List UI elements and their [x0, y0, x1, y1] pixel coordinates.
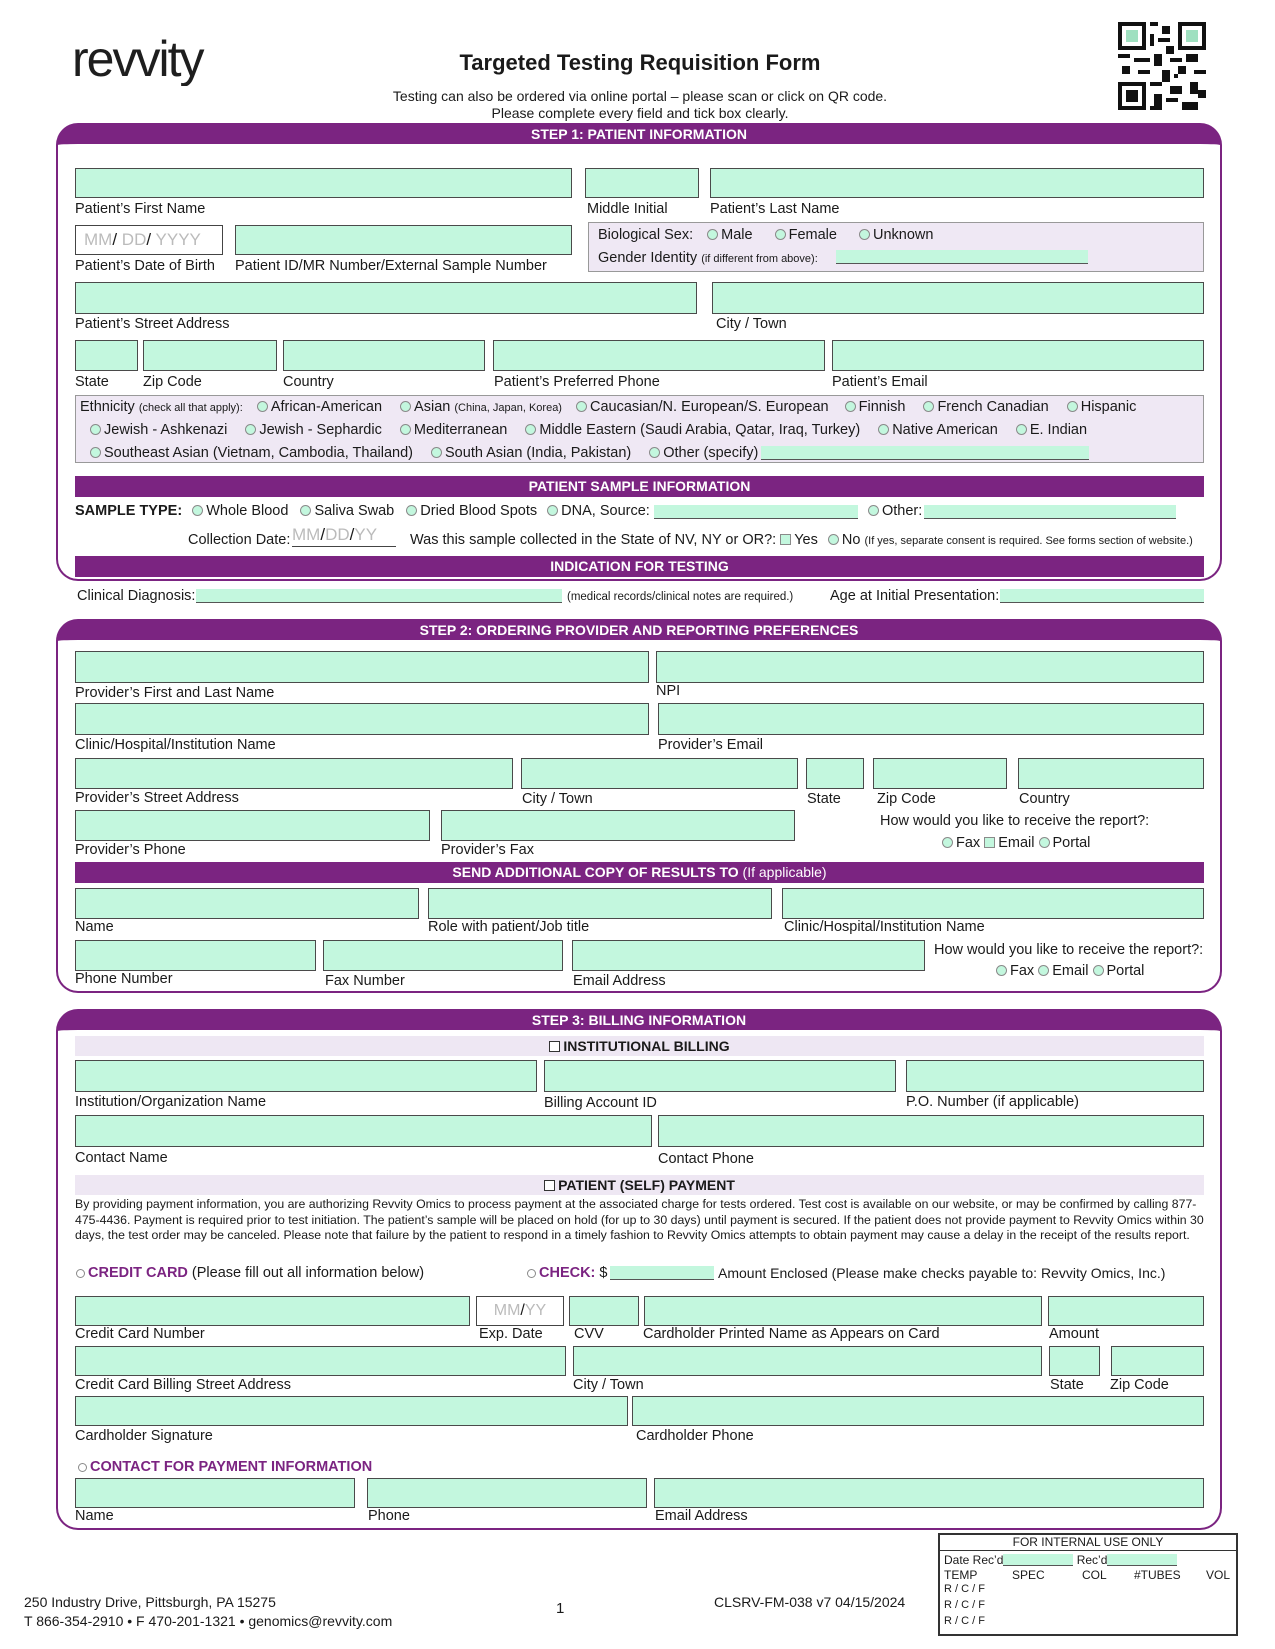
internal-rcf-2: R / C / F: [944, 1599, 985, 1611]
copy-report-fax[interactable]: Fax: [996, 963, 1034, 979]
sample-other-field[interactable]: [924, 505, 1176, 519]
po-number-label: P.O. Number (if applicable): [906, 1094, 1080, 1110]
provider-country-label: Country: [1019, 791, 1070, 807]
bio-sex-label: [598, 227, 933, 243]
state-no[interactable]: No: [828, 532, 861, 548]
step1-title: STEP 1: PATIENT INFORMATION: [531, 126, 747, 142]
diagnosis-note: (medical records/clinical notes are required.): [567, 591, 794, 603]
copy-name-label: Name: [75, 919, 114, 935]
sample-dried-blood-spots[interactable]: Dried Blood Spots: [406, 503, 537, 519]
patient-email-label: Patient’s Email: [832, 374, 928, 390]
patient-last-name-field[interactable]: [710, 168, 1204, 198]
copy-fax-label: Fax Number: [325, 973, 405, 989]
patient-first-name-field[interactable]: [75, 168, 572, 198]
age-presentation-label: Age at Initial Presentation:: [830, 588, 1000, 604]
copy-clinic-label: Clinic/Hospital/Institution Name: [784, 919, 985, 935]
billing-street-field[interactable]: [75, 1346, 566, 1376]
ethnicity-row3: [90, 445, 758, 461]
eth-other-field[interactable]: [761, 446, 1089, 460]
contact-payment-option[interactable]: CONTACT FOR PAYMENT INFORMATION: [78, 1459, 372, 1475]
step2-title: STEP 2: ORDERING PROVIDER AND REPORTING PREFERENCES: [419, 622, 859, 638]
clinical-diagnosis-field[interactable]: [196, 589, 562, 603]
cc-number-field[interactable]: [75, 1296, 470, 1326]
dob-field[interactable]: [75, 225, 223, 255]
provider-city-field[interactable]: [521, 758, 798, 789]
copy-phone-field[interactable]: [75, 940, 316, 971]
provider-report-question: How would you like to receive the report?:: [880, 813, 1150, 829]
copy-clinic-field[interactable]: [782, 888, 1204, 919]
billing-city-field[interactable]: [573, 1346, 1042, 1376]
cc-exp-field[interactable]: MM/YY: [476, 1296, 564, 1326]
cardholder-phone-field[interactable]: [632, 1396, 1204, 1426]
eth-south-asian[interactable]: South Asian (India, Pakistan): [431, 445, 631, 461]
copy-report-email[interactable]: Email: [1038, 963, 1088, 979]
eth-finnish[interactable]: Finnish: [845, 399, 906, 415]
copy-role-field[interactable]: [428, 888, 772, 919]
eth-jewish-ashkenazi[interactable]: Jewish - Ashkenazi: [90, 422, 227, 438]
contact-phone-label: Contact Phone: [658, 1151, 754, 1167]
internal-header-row: TEMP SPEC COL #TUBES VOL: [944, 1568, 1231, 1582]
collection-date-field[interactable]: MM/DD/YY: [292, 525, 396, 547]
state-yes[interactable]: Yes: [780, 532, 818, 548]
ethnicity-row2: [90, 422, 1087, 438]
bio-sex-male[interactable]: Male: [707, 227, 752, 243]
page-number: 1: [556, 1600, 565, 1617]
bio-sex-female[interactable]: Female: [775, 227, 837, 243]
cc-amount-label: Amount: [1049, 1326, 1099, 1342]
copy-fax-field[interactable]: [323, 940, 563, 971]
internal-date-row: Date Rec’d Rec’d: [944, 1553, 1177, 1567]
provider-street-label: Provider’s Street Address: [75, 790, 239, 806]
cvv-label: CVV: [574, 1326, 604, 1342]
contact-name-label: Contact Name: [75, 1150, 168, 1166]
dob-yyyy: YYYY: [155, 230, 201, 249]
provider-report-fax[interactable]: Fax: [942, 835, 980, 851]
provider-state-label: State: [807, 791, 841, 807]
copy-report-portal[interactable]: Portal: [1093, 963, 1145, 979]
npi-field[interactable]: [656, 651, 1204, 683]
qr-code[interactable]: [1118, 22, 1206, 110]
provider-fax-label: Provider’s Fax: [441, 842, 534, 858]
patient-state-label: State: [75, 374, 109, 390]
eth-middle-eastern[interactable]: Middle Eastern (Saudi Arabia, Qatar, Iraq, Turkey): [525, 422, 860, 438]
eth-caucasian[interactable]: Caucasian/N. European/S. European: [576, 399, 829, 415]
billing-state-field[interactable]: [1049, 1346, 1100, 1376]
patient-first-name-label: Patient’s First Name: [75, 201, 206, 217]
dob-sep: /: [146, 230, 152, 249]
eth-asian[interactable]: Asian (China, Japan, Korea): [400, 399, 562, 415]
provider-phone-field[interactable]: [75, 810, 430, 841]
cardholder-name-field[interactable]: [644, 1296, 1042, 1326]
credit-card-option[interactable]: CREDIT CARD (Please fill out all information below): [76, 1265, 424, 1281]
age-presentation-field[interactable]: [1000, 589, 1204, 603]
internal-rcf-3: R / C / F: [944, 1615, 985, 1627]
provider-zip-label: Zip Code: [877, 791, 936, 807]
internal-rcf-1: R / C / F: [944, 1583, 985, 1595]
dob-dd: DD: [121, 230, 147, 249]
payment-contact-name-label: Name: [75, 1508, 114, 1524]
bio-sex-text: Biological Sex:: [598, 227, 694, 243]
copy-email-field[interactable]: [572, 940, 925, 971]
revvity-logo: [72, 30, 232, 86]
cc-number-label: Credit Card Number: [75, 1326, 205, 1342]
sample-other[interactable]: Other:: [868, 503, 922, 519]
org-name-label: Institution/Organization Name: [75, 1094, 267, 1110]
clinical-diagnosis-label: Clinical Diagnosis:: [77, 588, 196, 604]
eth-other[interactable]: Other (specify): [649, 445, 758, 461]
step3-title: STEP 3: BILLING INFORMATION: [531, 1012, 747, 1028]
copy-role-label: Role with patient/Job title: [428, 919, 590, 935]
org-name-field[interactable]: [75, 1060, 537, 1092]
ethnicity-row1: Ethnicity (check all that apply): African-American Asian (China, Japan, Korea) Caucasian/N. European/S. European Finnish French Canadian Hispanic: [80, 399, 1137, 415]
provider-country-field[interactable]: [1018, 758, 1204, 789]
footer-address: 250 Industry Drive, Pittsburgh, PA 15275: [24, 1594, 276, 1610]
form-code: CLSRV-FM-038 v7 04/15/2024: [714, 1594, 906, 1610]
cc-amount-field[interactable]: [1048, 1296, 1204, 1326]
contact-phone-field[interactable]: [658, 1115, 1204, 1147]
patient-city-field[interactable]: [712, 282, 1204, 314]
contact-name-field[interactable]: [75, 1115, 652, 1147]
payment-contact-email-field[interactable]: [654, 1478, 1204, 1508]
amount-enclosed-label: Amount Enclosed (Please make checks payable to: Revvity Omics, Inc.): [718, 1265, 1166, 1281]
billing-zip-field[interactable]: [1111, 1346, 1204, 1376]
middle-initial-field[interactable]: [585, 168, 699, 198]
eth-hispanic[interactable]: Hispanic: [1067, 399, 1137, 415]
payment-disclaimer: By providing payment information, you are authorizing Revvity Omics to process payment at the associated charge for tests ordered. Test cost is available on our website, or may be confirmed by calling 877-475-4436. Payment is required prior to test initiation. The patient’s sample will be placed on hold (for up to 30 days) until payment is secured. If the patient does not provide payment to Revvity Omics within 30 days, the test order may be canceled. Please note that failure by the patient to respond in a timely fashion to Revvity Omics attempts to obtain payment may cause a delay in the receipt of the results report.: [75, 1197, 1204, 1242]
billing-city-label: City / Town: [573, 1377, 644, 1393]
billing-state-label: State: [1050, 1377, 1084, 1393]
patient-phone-label: Patient’s Preferred Phone: [494, 374, 660, 390]
cardholder-phone-label: Cardholder Phone: [636, 1428, 754, 1444]
provider-name-field[interactable]: [75, 651, 649, 683]
eth-african-american[interactable]: African-American: [257, 399, 382, 415]
gender-identity-field[interactable]: [836, 250, 1088, 264]
dob-sep: /: [112, 230, 118, 249]
patient-country-field[interactable]: [283, 340, 485, 371]
patient-id-label: Patient ID/MR Number/External Sample Number: [235, 258, 547, 274]
patient-zip-field[interactable]: [143, 340, 277, 371]
cc-exp-label: Exp. Date: [479, 1326, 543, 1342]
cvv-field[interactable]: [569, 1296, 639, 1326]
patient-email-field[interactable]: [832, 340, 1204, 371]
dob-mm: MM: [84, 230, 113, 249]
provider-fax-field[interactable]: [441, 810, 795, 841]
provider-zip-field[interactable]: [873, 758, 1007, 789]
institutional-billing-bar[interactable]: INSTITUTIONAL BILLING: [75, 1036, 1204, 1056]
copy-name-field[interactable]: [75, 888, 419, 919]
provider-name-label: Provider’s First and Last Name: [75, 685, 275, 701]
po-number-field[interactable]: [906, 1060, 1204, 1092]
collection-date-label: Collection Date:: [188, 532, 291, 548]
indication-bar: INDICATION FOR TESTING: [75, 556, 1204, 577]
patient-id-field[interactable]: [235, 225, 572, 255]
payment-contact-email-label: Email Address: [655, 1508, 748, 1524]
cardholder-signature-label: Cardholder Signature: [75, 1428, 213, 1444]
provider-phone-label: Provider’s Phone: [75, 842, 186, 858]
check-amount-field[interactable]: [610, 1266, 714, 1280]
bio-sex-unknown[interactable]: Unknown: [859, 227, 933, 243]
dna-source-field[interactable]: [654, 505, 858, 519]
provider-report-email[interactable]: Email: [984, 835, 1034, 851]
copy-phone-label: Phone Number: [75, 971, 173, 987]
patient-phone-field[interactable]: [493, 340, 825, 371]
billing-street-label: Credit Card Billing Street Address: [75, 1377, 291, 1393]
patient-last-name-label: Patient’s Last Name: [710, 201, 840, 217]
form-title: Targeted Testing Requisition Form: [459, 50, 821, 75]
eth-e-indian[interactable]: E. Indian: [1016, 422, 1087, 438]
patient-city-label: City / Town: [716, 316, 787, 332]
gender-identity-label: Gender Identity (if different from above):: [598, 250, 818, 266]
check-option[interactable]: CHECK: $: [527, 1265, 608, 1281]
eth-jewish-sephardic[interactable]: Jewish - Sephardic: [245, 422, 382, 438]
middle-initial-label: Middle Initial: [587, 201, 668, 217]
provider-email-field[interactable]: [658, 703, 1204, 735]
cardholder-name-label: Cardholder Printed Name as Appears on Card: [643, 1326, 940, 1342]
eth-native-american[interactable]: Native American: [878, 422, 998, 438]
eth-french-canadian[interactable]: French Canadian: [923, 399, 1048, 415]
provider-clinic-label: Clinic/Hospital/Institution Name: [75, 737, 276, 753]
patient-zip-label: Zip Code: [143, 374, 202, 390]
state-question: Was this sample collected in the State of NV, NY or OR?: Yes No (If yes, separate consent is required. See forms section of website.): [410, 532, 1193, 548]
eth-mediterranean[interactable]: Mediterranean: [400, 422, 508, 438]
sample-whole-blood[interactable]: Whole Blood: [192, 503, 288, 519]
additional-copy-bar: SEND ADDITIONAL COPY OF RESULTS TO (If applicable): [75, 862, 1204, 883]
patient-state-field[interactable]: [75, 340, 138, 371]
sample-saliva-swab[interactable]: Saliva Swab: [300, 503, 394, 519]
billing-zip-label: Zip Code: [1110, 1377, 1169, 1393]
sample-type-row: SAMPLE TYPE: Whole Blood Saliva Swab Dried Blood Spots DNA, Source:: [75, 503, 650, 519]
subtitle-portal: Testing can also be ordered via online portal – please scan or click on QR code.: [392, 88, 888, 104]
npi-label: NPI: [656, 683, 681, 699]
patient-country-label: Country: [283, 374, 334, 390]
footer-contact: T 866-354-2910 • F 470-201-1321 • genomics@revvity.com: [24, 1613, 393, 1629]
payment-contact-phone-label: Phone: [368, 1508, 410, 1524]
subtitle-instructions: Please complete every field and tick box clearly.: [491, 105, 789, 121]
svg-text:revvity: revvity: [72, 31, 203, 86]
sample-info-bar: PATIENT SAMPLE INFORMATION: [75, 476, 1204, 497]
payment-contact-name-field[interactable]: [75, 1478, 355, 1508]
billing-account-field[interactable]: [544, 1060, 896, 1092]
copy-report-options: [996, 963, 1144, 979]
provider-city-label: City / Town: [522, 791, 593, 807]
provider-email-label: Provider’s Email: [658, 737, 764, 753]
internal-title: FOR INTERNAL USE ONLY: [940, 1535, 1236, 1551]
provider-street-field[interactable]: [75, 758, 513, 789]
cardholder-signature-field[interactable]: [75, 1396, 628, 1426]
billing-account-label: Billing Account ID: [544, 1095, 657, 1111]
provider-report-portal[interactable]: Portal: [1039, 835, 1091, 851]
provider-clinic-field[interactable]: [75, 703, 649, 735]
copy-report-question: How would you like to receive the report?:: [934, 942, 1204, 958]
provider-report-options: [942, 835, 1090, 851]
copy-email-label: Email Address: [573, 973, 666, 989]
eth-southeast-asian[interactable]: Southeast Asian (Vietnam, Cambodia, Thailand): [90, 445, 413, 461]
internal-use-box: [938, 1533, 1238, 1636]
patient-street-label: Patient’s Street Address: [75, 316, 230, 332]
payment-contact-phone-field[interactable]: [367, 1478, 647, 1508]
dob-label: Patient’s Date of Birth: [75, 258, 215, 274]
patient-street-field[interactable]: [75, 282, 697, 314]
sample-dna[interactable]: DNA, Source:: [547, 503, 650, 519]
self-payment-bar[interactable]: PATIENT (SELF) PAYMENT: [75, 1175, 1204, 1195]
provider-state-field[interactable]: [806, 758, 864, 789]
